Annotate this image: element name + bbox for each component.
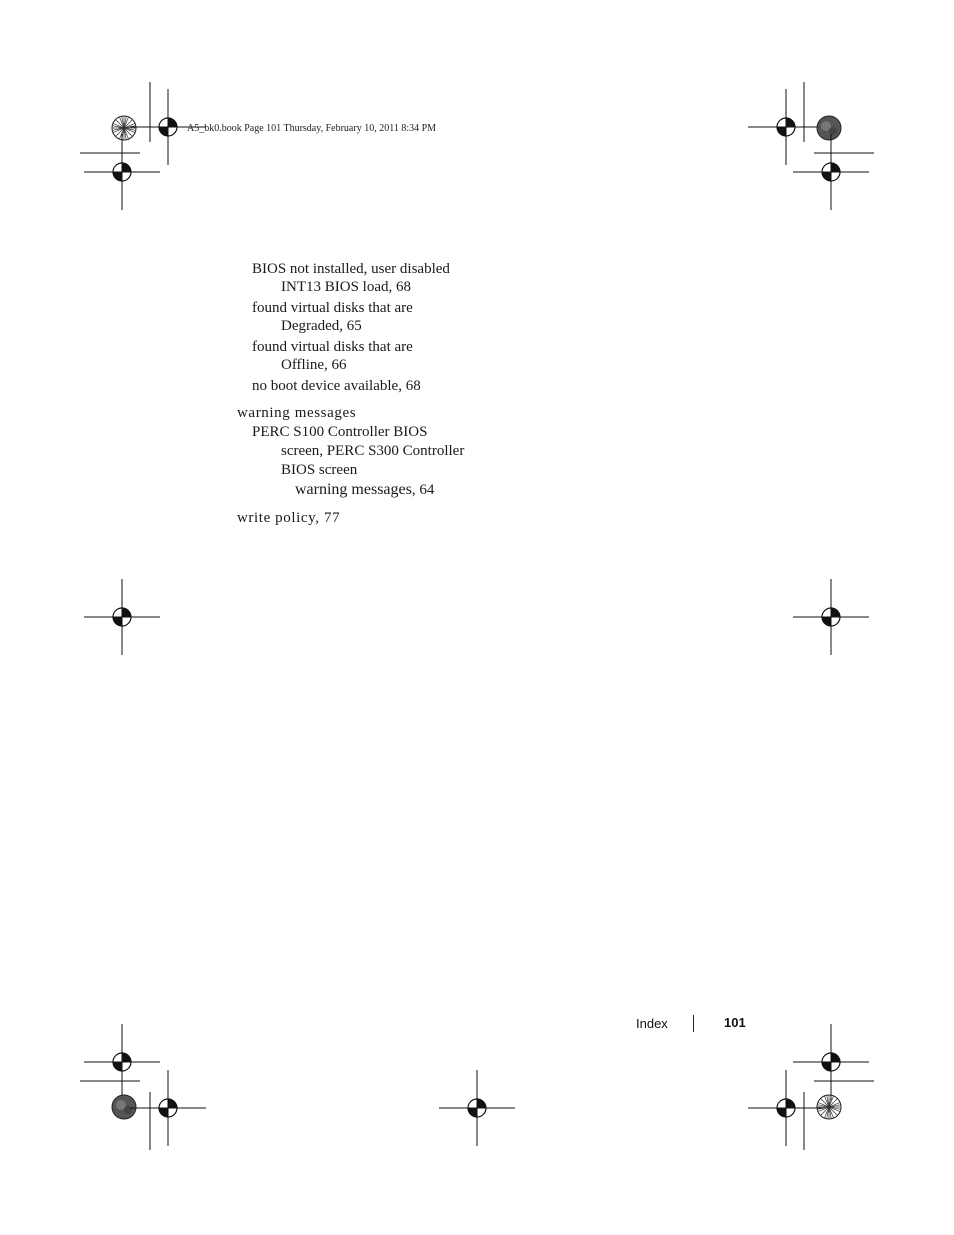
index-entry: found virtual disks that are — [252, 300, 413, 316]
index-heading: warning messages — [237, 405, 357, 421]
footer-separator — [693, 1015, 694, 1032]
footer-section-label: Index — [636, 1016, 668, 1031]
index-entry: BIOS screen — [281, 462, 358, 478]
index-entry: no boot device available, 68 — [252, 378, 421, 394]
index-entry: Degraded, 65 — [281, 318, 362, 334]
index-entry: Offline, 66 — [281, 357, 347, 373]
index-subentry-term: warning messages — [295, 481, 412, 498]
index-subentry-page: , 64 — [411, 482, 435, 498]
index-heading: write policy, 77 — [237, 510, 341, 526]
index-entry: BIOS not installed, user disabled — [252, 261, 450, 277]
print-slug: A5_bk0.book Page 101 Thursday, February 10, 2011 8:34 PM — [187, 123, 437, 134]
index-entry: found virtual disks that are — [252, 339, 413, 355]
page-number: 101 — [724, 1015, 746, 1030]
index-subentry — [295, 481, 434, 499]
index-entry: screen, PERC S300 Controller — [281, 443, 465, 459]
index-entry: INT13 BIOS load, 68 — [281, 279, 411, 295]
index-entry: PERC S100 Controller BIOS — [252, 424, 428, 440]
